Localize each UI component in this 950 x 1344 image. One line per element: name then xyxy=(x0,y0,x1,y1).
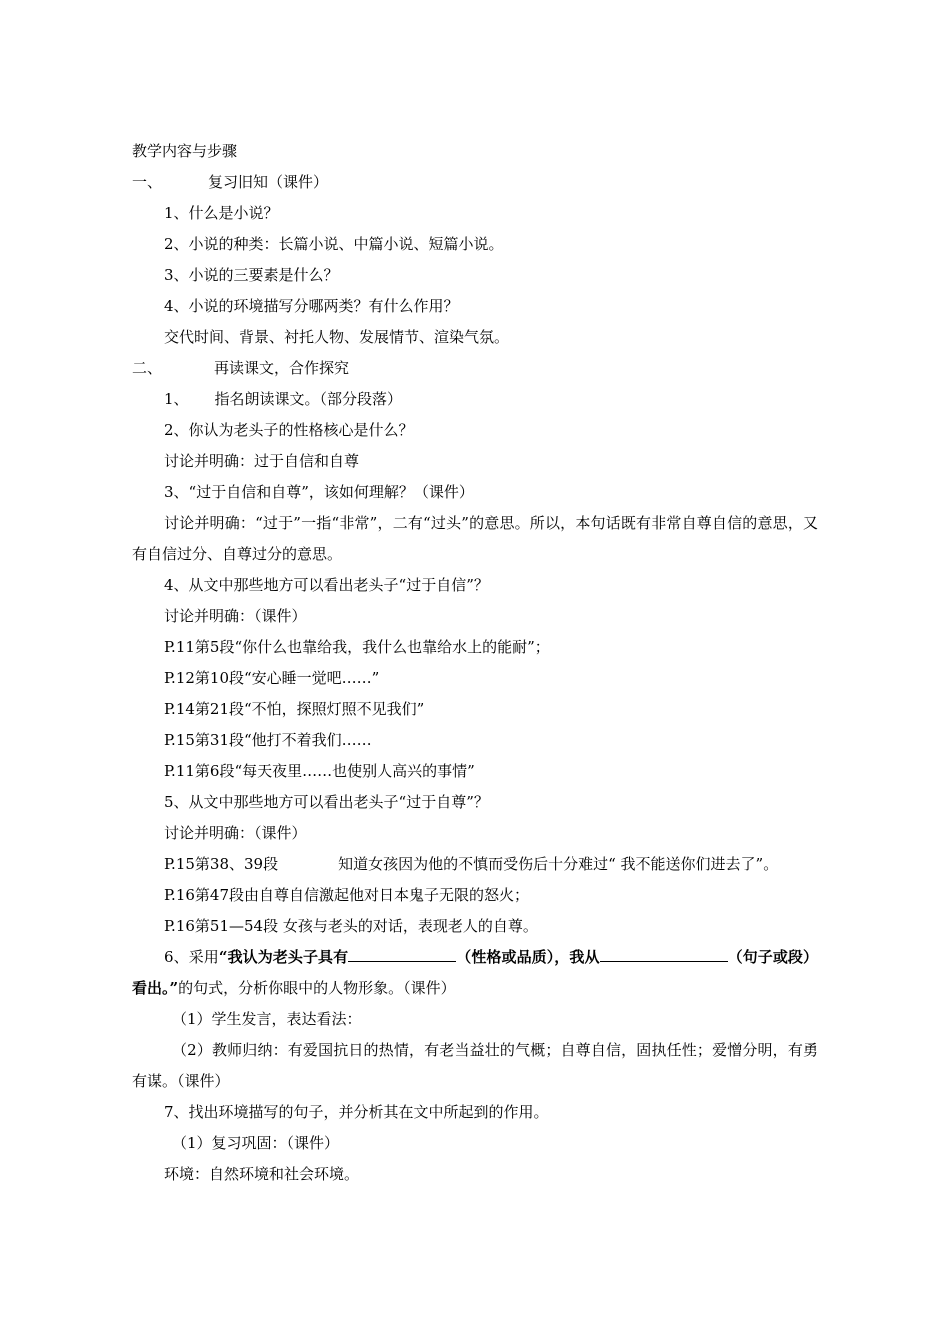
s2-q3-answer: 讨论并明确：“过于”一指“非常”，二有“过头”的意思。所以，本句话既有非常自尊自信的意思，又有自信过分、自尊过分的意思。 xyxy=(132,514,818,563)
s2-q4-ref-3: P.14第21段“不怕，探照灯照不见我们” xyxy=(164,700,425,718)
s2-q5: 5、从文中那些地方可以看出老头子“过于自尊”？ xyxy=(164,793,489,811)
s2-q4-ref-2: P.12第10段“安心睡一觉吧……” xyxy=(164,669,380,687)
s2-q6-sub-1: （1）学生发言，表达看法： xyxy=(172,1010,362,1028)
s1-item-3: 3、小说的三要素是什么？ xyxy=(164,266,339,284)
s2-q6-prefix: 6、采用 xyxy=(164,948,219,966)
s2-q7-sub-1: （1）复习巩固：（课件） xyxy=(172,1134,340,1152)
s2-q7: 7、找出环境描写的句子，并分析其在文中所起到的作用。 xyxy=(164,1103,549,1121)
s2-q5-ref-3 xyxy=(132,911,818,942)
section-1-number: 一、 xyxy=(132,173,163,191)
section-2-number: 二、 xyxy=(132,359,163,377)
s2-q5-ref-1-source: P.15第38、39段 xyxy=(164,855,279,873)
s2-q2: 2、你认为老头子的性格核心是什么？ xyxy=(164,421,414,439)
s2-q7-sub-2: 环境：自然环境和社会环境。 xyxy=(164,1165,360,1183)
s2-q1-text: 指名朗读课文。（部分段落） xyxy=(214,390,403,408)
s1-item-1: 1、什么是小说？ xyxy=(164,204,279,222)
s2-q5-ref-1 xyxy=(132,849,818,880)
s2-q4-answer: 讨论并明确：（课件） xyxy=(164,607,307,625)
s2-q3: 3、“过于自信和自尊”，该如何理解？（课件） xyxy=(164,483,474,501)
section-1-title xyxy=(132,167,818,198)
section-2-title xyxy=(132,353,818,384)
s2-q6-template-1: “我认为老头子具有 xyxy=(218,948,349,966)
s2-q4-ref-1: P.11第5段“你什么也靠给我，我什么也靠给水上的能耐”； xyxy=(164,638,550,656)
s2-q6-sub-2: （2）教师归纳：有爱国抗日的热情，有老当益壮的气概；自尊自信，固执任性；爱憎分明，有勇有谋。（课件） xyxy=(132,1041,818,1090)
s2-q5-ref-1-text: 知道女孩因为他的不慎而受伤后十分难过“ 我不能送你们进去了”。 xyxy=(338,855,779,873)
section-2-title-text: 再读课文，合作探究 xyxy=(214,359,350,377)
section-1-title-text: 复习旧知（课件） xyxy=(208,173,329,191)
s2-q4-ref-5: P.11第6段“每天夜里……也使别人高兴的事情” xyxy=(164,762,475,780)
s2-q4: 4、从文中那些地方可以看出老头子“过于自信”？ xyxy=(164,576,489,594)
s1-item-5: 交代时间、背景、衬托人物、发展情节、渲染气氛。 xyxy=(164,328,510,346)
s2-q2-answer: 讨论并明确：过于自信和自尊 xyxy=(164,452,360,470)
document-page xyxy=(132,136,818,1190)
fill-blank-1 xyxy=(348,947,456,962)
s2-q5-ref-3-source: P.16第51—54段 xyxy=(164,917,279,935)
s1-item-2: 2、小说的种类：长篇小说、中篇小说、短篇小说。 xyxy=(164,235,504,253)
s1-item-4: 4、小说的环境描写分哪两类？有什么作用？ xyxy=(164,297,459,315)
s2-q6-template-3: （句子或段）看出。” xyxy=(132,948,818,997)
s2-q5-answer: 讨论并明确：（课件） xyxy=(164,824,307,842)
s2-q5-ref-2: P.16第47段由自尊自信激起他对日本鬼子无限的怒火； xyxy=(164,886,529,904)
fill-blank-2 xyxy=(600,947,728,962)
s2-q6-template-2: （性格或品质），我从 xyxy=(456,948,600,966)
s2-q6 xyxy=(132,942,818,1004)
s2-q5-ref-3-text: 女孩与老头的对话，表现老人的自尊。 xyxy=(282,917,538,935)
s2-q1-number: 1、 xyxy=(164,390,189,408)
s2-q6-suffix: 的句式，分析你眼中的人物形象。（课件） xyxy=(178,979,456,997)
s2-q4-ref-4: P.15第31段“他打不着我们…… xyxy=(164,731,372,749)
section-heading: 教学内容与步骤 xyxy=(132,142,238,160)
s2-q1 xyxy=(132,384,818,415)
